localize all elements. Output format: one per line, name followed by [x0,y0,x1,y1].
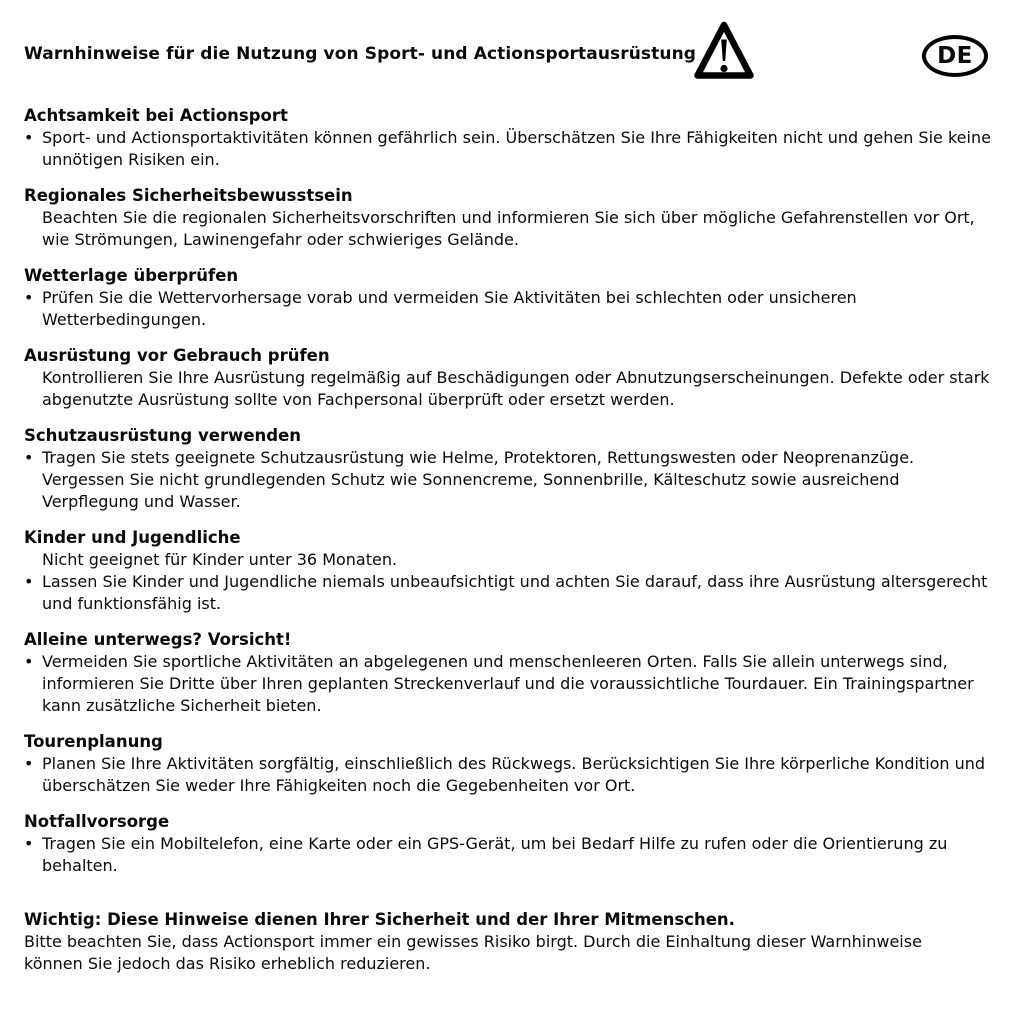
warning-triangle-icon [694,20,754,82]
language-badge-label: DE [937,43,973,69]
section-heading: Wetterlage überprüfen [24,266,239,285]
warning-section [24,527,1000,615]
item-text: Tragen Sie ein Mobiltelefon, eine Karte oder ein GPS-Gerät, um bei Bedarf Hilfe zu rufen oder die Orientierung zu behalten. [42,834,948,875]
page-title: Warnhinweise für die Nutzung von Sport- und Actionsportausrüstung [24,44,697,64]
section-heading: Kinder und Jugendliche [24,528,241,547]
footer-text: Bitte beachten Sie, dass Actionsport immer ein gewisses Risiko birgt. Durch die Einhaltung dieser Warnhinweise können Sie jedoch das Risiko erheblich reduzieren. [24,932,922,973]
plain-item [24,549,1000,571]
bullet-marker: • [24,288,34,307]
section-heading: Schutzausrüstung verwenden [24,426,302,445]
bulleted-item [24,651,1000,717]
bullet-marker: • [24,572,34,591]
footer-important-line: Wichtig: Diese Hinweise dienen Ihrer Sicherheit und der Ihrer Mitmenschen. [24,910,735,929]
section-heading: Notfallvorsorge [24,812,170,831]
bulleted-item [24,127,1000,171]
bullet-marker [24,367,42,411]
warning-section [24,811,1000,877]
bullet-marker [24,207,42,251]
bullet-marker: • [24,128,34,147]
warning-section [24,185,1000,251]
warning-section [24,425,1000,513]
bulleted-item [24,287,1000,331]
document-header [0,0,1030,105]
warning-section [24,105,1000,171]
bullet-marker [24,549,42,571]
section-heading: Regionales Sicherheitsbewusstsein [24,186,353,205]
bulleted-item [24,447,1000,513]
item-text: Planen Sie Ihre Aktivitäten sorgfältig, einschließlich des Rückwegs. Berücksichtigen Sie Ihre körperliche Kondition und überschätzen Sie weder Ihre Fähigkeiten noch die Gegebenheiten vor Ort. [42,754,986,795]
item-text: Nicht geeignet für Kinder unter 36 Monaten. [42,550,398,569]
item-text: Lassen Sie Kinder und Jugendliche niemals unbeaufsichtigt und achten Sie darauf, dass ihre Ausrüstung altersgerecht und funktionsfähig ist. [42,572,988,613]
section-heading: Ausrüstung vor Gebrauch prüfen [24,346,330,365]
section-heading: Alleine unterwegs? Vorsicht! [24,630,292,649]
section-heading: Tourenplanung [24,732,163,751]
footer-note [0,909,1030,975]
plain-item [24,367,1000,411]
bulleted-item [24,571,1000,615]
item-text: Tragen Sie stets geeignete Schutzausrüstung wie Helme, Protektoren, Rettungswesten oder Neoprenanzüge. Vergessen Sie nicht grundlegenden Schutz wie Sonnencreme, Sonnenbrille, Kälteschutz sowie ausreichend Verpflegung und Wasser. [42,448,915,511]
warning-section [24,265,1000,331]
warning-section [24,731,1000,797]
item-text: Beachten Sie die regionalen Sicherheitsvorschriften und informieren Sie sich über mögliche Gefahrenstellen vor Ort, wie Strömungen, Lawinengefahr oder schwieriges Gelände. [42,208,975,249]
item-text: Sport- und Actionsportaktivitäten können gefährlich sein. Überschätzen Sie Ihre Fähigkeiten nicht und gehen Sie keine unnötigen Risiken ein. [42,128,991,169]
bullet-marker: • [24,834,34,853]
item-text: Prüfen Sie die Wettervorhersage vorab und vermeiden Sie Aktivitäten bei schlechten oder unsicheren Wetterbedingungen. [42,288,857,329]
bullet-marker: • [24,448,34,467]
item-text: Vermeiden Sie sportliche Aktivitäten an abgelegenen und menschenleeren Orten. Falls Sie allein unterwegs sind, informieren Sie Dritte über Ihren geplanten Streckenverlauf und die voraussichtliche Tourdauer. Ein Trainingspartner kann zusätzliche Sicherheit bieten. [42,652,974,715]
bullet-marker: • [24,652,34,671]
warning-section [24,345,1000,411]
language-badge [922,35,988,77]
bulleted-item [24,833,1000,877]
item-text: Kontrollieren Sie Ihre Ausrüstung regelmäßig auf Beschädigungen oder Abnutzungserscheinungen. Defekte oder stark abgenutzte Ausrüstung sollte von Fachpersonal überprüft oder ersetzt werden. [42,368,990,409]
bullet-marker: • [24,754,34,773]
plain-item [24,207,1000,251]
warning-section [24,629,1000,717]
section-heading: Achtsamkeit bei Actionsport [24,106,288,125]
sections-container [0,105,1030,877]
bulleted-item [24,753,1000,797]
